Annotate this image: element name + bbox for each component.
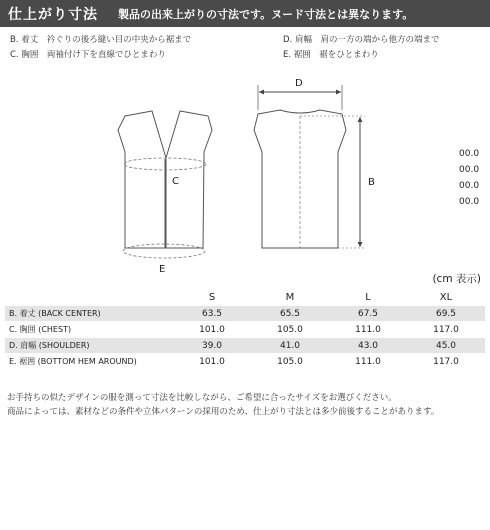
- table-row: [5, 306, 485, 322]
- table-cell: 111.0: [355, 324, 381, 335]
- table-row: [5, 354, 485, 370]
- legend-left: [10, 33, 191, 63]
- legend-item-c: C. 胸囲 両袖付け下を直線でひとまわり: [10, 50, 166, 60]
- table-cell: 67.5: [357, 308, 379, 319]
- column-header-m: M: [285, 292, 295, 303]
- table-row: [5, 322, 485, 338]
- garment-diagram: [0, 70, 490, 280]
- label-c: C: [172, 176, 179, 187]
- legend-item-e: E. 裾囲 裾をひとまわり: [283, 50, 379, 60]
- row-label: E. 裾囲 (BOTTOM HEM AROUND): [9, 357, 137, 366]
- table-cell: 117.0: [433, 324, 459, 335]
- table-cell: 101.0: [199, 356, 225, 367]
- side-value: 00.0: [459, 149, 480, 159]
- column-header-l: L: [365, 292, 371, 303]
- table-cell: 65.5: [279, 308, 301, 319]
- table-cell: 45.0: [435, 340, 457, 351]
- vest-front-illustration: [118, 111, 212, 248]
- column-header-xl: XL: [439, 292, 453, 303]
- table-cell: 41.0: [279, 340, 301, 351]
- note-line: お手持ちの似たデザインの服を測って寸法を比較しながら、ご希望に合ったサイズをお選びください。: [7, 393, 397, 403]
- side-value: 00.0: [459, 181, 480, 191]
- table-cell: 111.0: [355, 356, 381, 367]
- hem-measure-line: [123, 244, 205, 258]
- side-values: [459, 146, 479, 210]
- table-cell: 105.0: [277, 324, 303, 335]
- table-cell: 39.0: [201, 340, 223, 351]
- notes: [7, 391, 439, 419]
- table-cell: 101.0: [199, 324, 225, 335]
- row-label: B. 着丈 (BACK CENTER): [9, 309, 101, 318]
- table-header-row: [5, 290, 485, 306]
- table-cell: 43.0: [357, 340, 379, 351]
- page-title: 仕上がり寸法: [8, 6, 98, 23]
- table-cell: 105.0: [277, 356, 303, 367]
- table-cell: 69.5: [435, 308, 457, 319]
- column-header-s: S: [208, 292, 216, 303]
- legend-item-d: D. 肩幅 肩の一方の端から他方の端まで: [283, 35, 440, 45]
- table-cell: 117.0: [433, 356, 459, 367]
- table-row: [5, 338, 485, 354]
- note-line: 商品によっては、素材などの条件や立体パターンの採用のため、仕上がり寸法とは多少前後することがあります。: [7, 407, 440, 417]
- label-e: E: [159, 264, 166, 275]
- page-subtitle: 製品の出来上がりの寸法です。ヌード寸法とは異なります。: [118, 7, 414, 21]
- legend-item-b: B. 着丈 衿ぐりの後ろ縫い目の中央から裾まで: [10, 35, 192, 45]
- label-d: D: [295, 78, 303, 89]
- side-value: 00.0: [459, 165, 480, 175]
- unit-label: (cm 表示): [432, 273, 481, 285]
- legend-right: [283, 33, 439, 63]
- row-label: C. 胸囲 (CHEST): [9, 325, 72, 334]
- table-cell: 63.5: [201, 308, 223, 319]
- header-bar: [0, 0, 490, 27]
- side-value: 00.0: [459, 197, 480, 207]
- row-label: D. 肩幅 (SHOULDER): [9, 341, 90, 350]
- size-table: [5, 290, 485, 370]
- label-b: B: [368, 177, 375, 188]
